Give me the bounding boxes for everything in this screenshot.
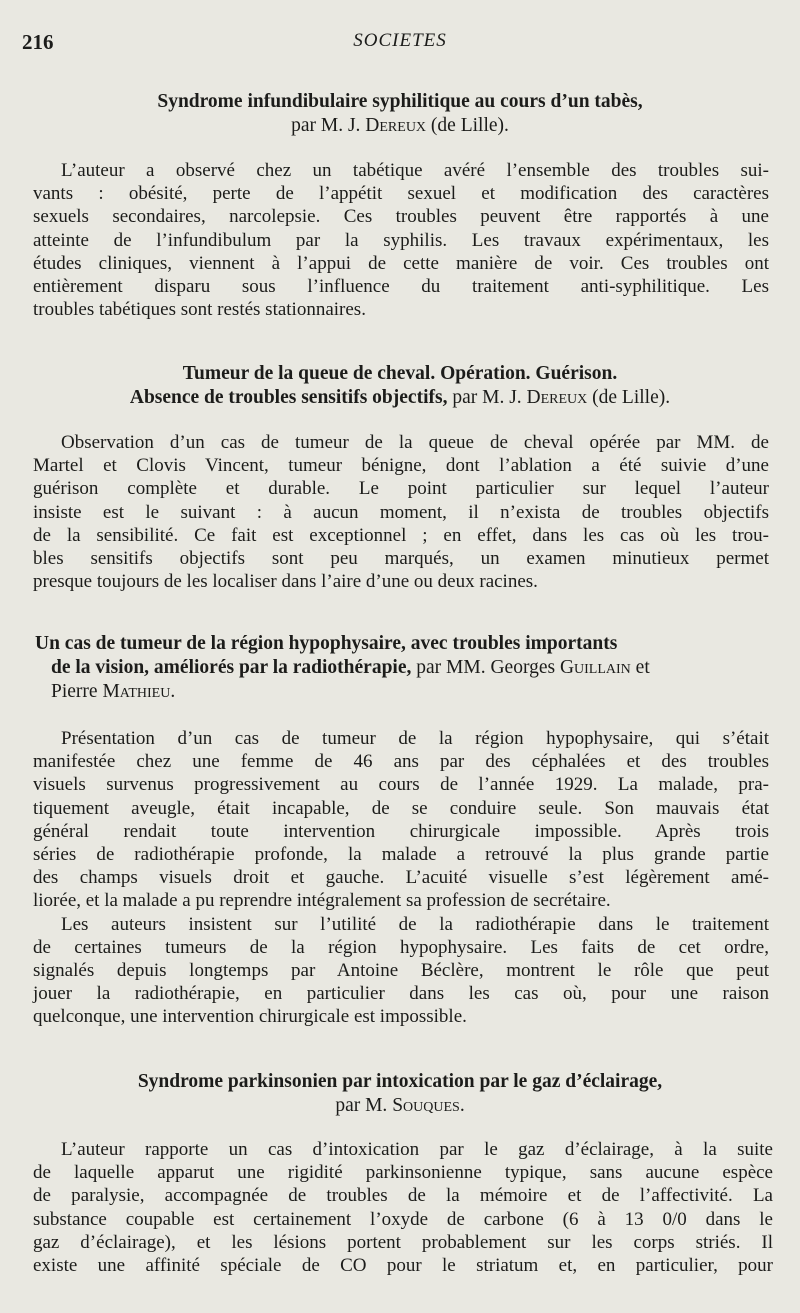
body-line: vants : obésité, perte de l’appétit sexuel et modification des caractères [33,183,769,205]
body-line: général rendait toute intervention chirurgicale impossible. Après trois [33,820,769,842]
body-line: Les auteurs insistent sur l’utilité de la radiothérapie dans le traitement [61,913,769,935]
body-line: gaz d’éclairage), et les lésions portent probablement sur les corps striés. Il [33,1231,773,1253]
body-line: études cliniques, viennent à l’appui de cette manière de voir. Ces troubles ont [33,252,769,274]
body-line: L’auteur a observé chez un tabétique avéré l’ensemble des troubles sui- [61,160,769,181]
article-3 [0,632,800,1028]
body-line: séries de radiothérapie profonde, la malade a retrouvé la plus grande partie [33,844,769,866]
body-line: jouer la radiothérapie, en particulier dans les cas où, pour une raison [33,983,769,1005]
body-line: de laquelle apparut une rigidité parkinsonienne typique, sans aucune espèce [33,1162,773,1184]
article-2-title-line: Absence de troubles sensitifs objectifs, par M. J. Dereux (de Lille). [129,387,671,408]
body-line: guérison complète et durable. Le point particulier sur lequel l’auteur [33,478,769,500]
article-1 [0,90,800,321]
article-4-body [33,1138,773,1277]
body-line: presque toujours de les localiser dans l’aire d’une ou deux racines. [33,571,538,593]
body-line: Présentation d’un cas de tumeur de la région hypophysaire, qui s’était [61,728,769,749]
body-line: liorée, et la malade a pu reprendre intégralement sa profession de secrétaire. [33,890,611,912]
author-name: Guillain [559,657,631,678]
body-line: existe une affinité spéciale de CO pour le striatum et, en particulier, pour [33,1255,773,1277]
body-line: insiste est le suivant : à aucun moment, il n’exista de troubles objectifs [33,501,769,523]
page-number: 216 [22,30,54,54]
body-line: visuels survenus progressivement au cours de l’année 1929. La malade, pra- [33,774,769,796]
article-4-title-line: Syndrome parkinsonien par intoxication par le gaz d’éclairage, [137,1071,663,1092]
article-2-title [0,362,800,410]
author-name: Souques [392,1095,460,1116]
article-1-byline: par M. J. Dereux (de Lille). [291,115,509,136]
body-line: quelconque, une intervention chirurgicale est impossible. [33,1006,467,1028]
author-name: Dereux [526,387,588,408]
body-line: de certaines tumeurs de la région hypophysaire. Les faits de cet ordre, [33,936,769,958]
author-name: Dereux [365,115,427,136]
body-line: entièrement disparu sous l’influence du traitement anti-syphilitique. Les [33,276,769,298]
article-4-title [0,1070,800,1118]
body-line: atteinte de l’infundibulum par la syphilis. Les travaux expérimentaux, les [33,229,769,251]
body-line: signalés depuis longtemps par Antoine Béclère, montrent le rôle que peut [33,960,769,982]
body-line: Observation d’un cas de tumeur de la queue de cheval opérée par MM. de [61,432,769,453]
article-3-title-line: de la vision, améliorés par la radiothérapie, par MM. Georges Guillain et [51,657,650,678]
body-line: sexuels secondaires, narcolepsie. Ces troubles peuvent être rapportés à une [33,206,769,228]
article-1-body [33,159,769,321]
article-3-byline: Pierre Mathieu. [51,681,176,702]
running-head: SOCIETES [353,30,447,51]
body-line: troubles tabétiques sont restés stationnaires. [33,299,366,321]
article-2-body [33,431,769,593]
article-3-title [0,632,770,704]
body-line: Martel et Clovis Vincent, tumeur bénigne, dont l’ablation a été suivie d’une [33,455,769,477]
body-line: substance coupable est certainement l’oxyde de carbone (6 à 13 0/0 dans le [33,1208,773,1230]
body-line: de paralysie, accompagnée de troubles de la mémoire et de l’affectivité. La [33,1185,773,1207]
article-1-title-line: Syndrome infundibulaire syphilitique au cours d’un tabès, [157,91,643,112]
article-4-byline: par M. Souques. [335,1095,465,1116]
body-line: des champs visuels droit et gauche. L’acuité visuelle s’est légèrement amé- [33,867,769,889]
body-line: L’auteur rapporte un cas d’intoxication par le gaz d’éclairage, à la suite [61,1139,773,1160]
article-2-title-line: Tumeur de la queue de cheval. Opération. Guérison. [182,363,618,384]
body-line: bles sensitifs objectifs sont peu marqués, un examen minutieux permet [33,548,769,570]
article-3-title-line: Un cas de tumeur de la région hypophysaire, avec troubles importants [35,633,618,654]
article-3-body [33,727,769,1029]
body-line: manifestée chez une femme de 46 ans par des céphalées et des troubles [33,751,769,773]
article-1-title [0,90,800,138]
author-name: Mathieu [102,681,171,702]
body-line: tiquement aveugle, était incapable, de se conduire seule. Son mauvais état [33,797,769,819]
article-4 [0,1070,800,1277]
article-2 [0,362,800,593]
page-header [0,30,800,60]
body-line: de la sensibilité. Ce fait est exceptionnel ; en effet, dans les cas où les trou- [33,524,769,546]
